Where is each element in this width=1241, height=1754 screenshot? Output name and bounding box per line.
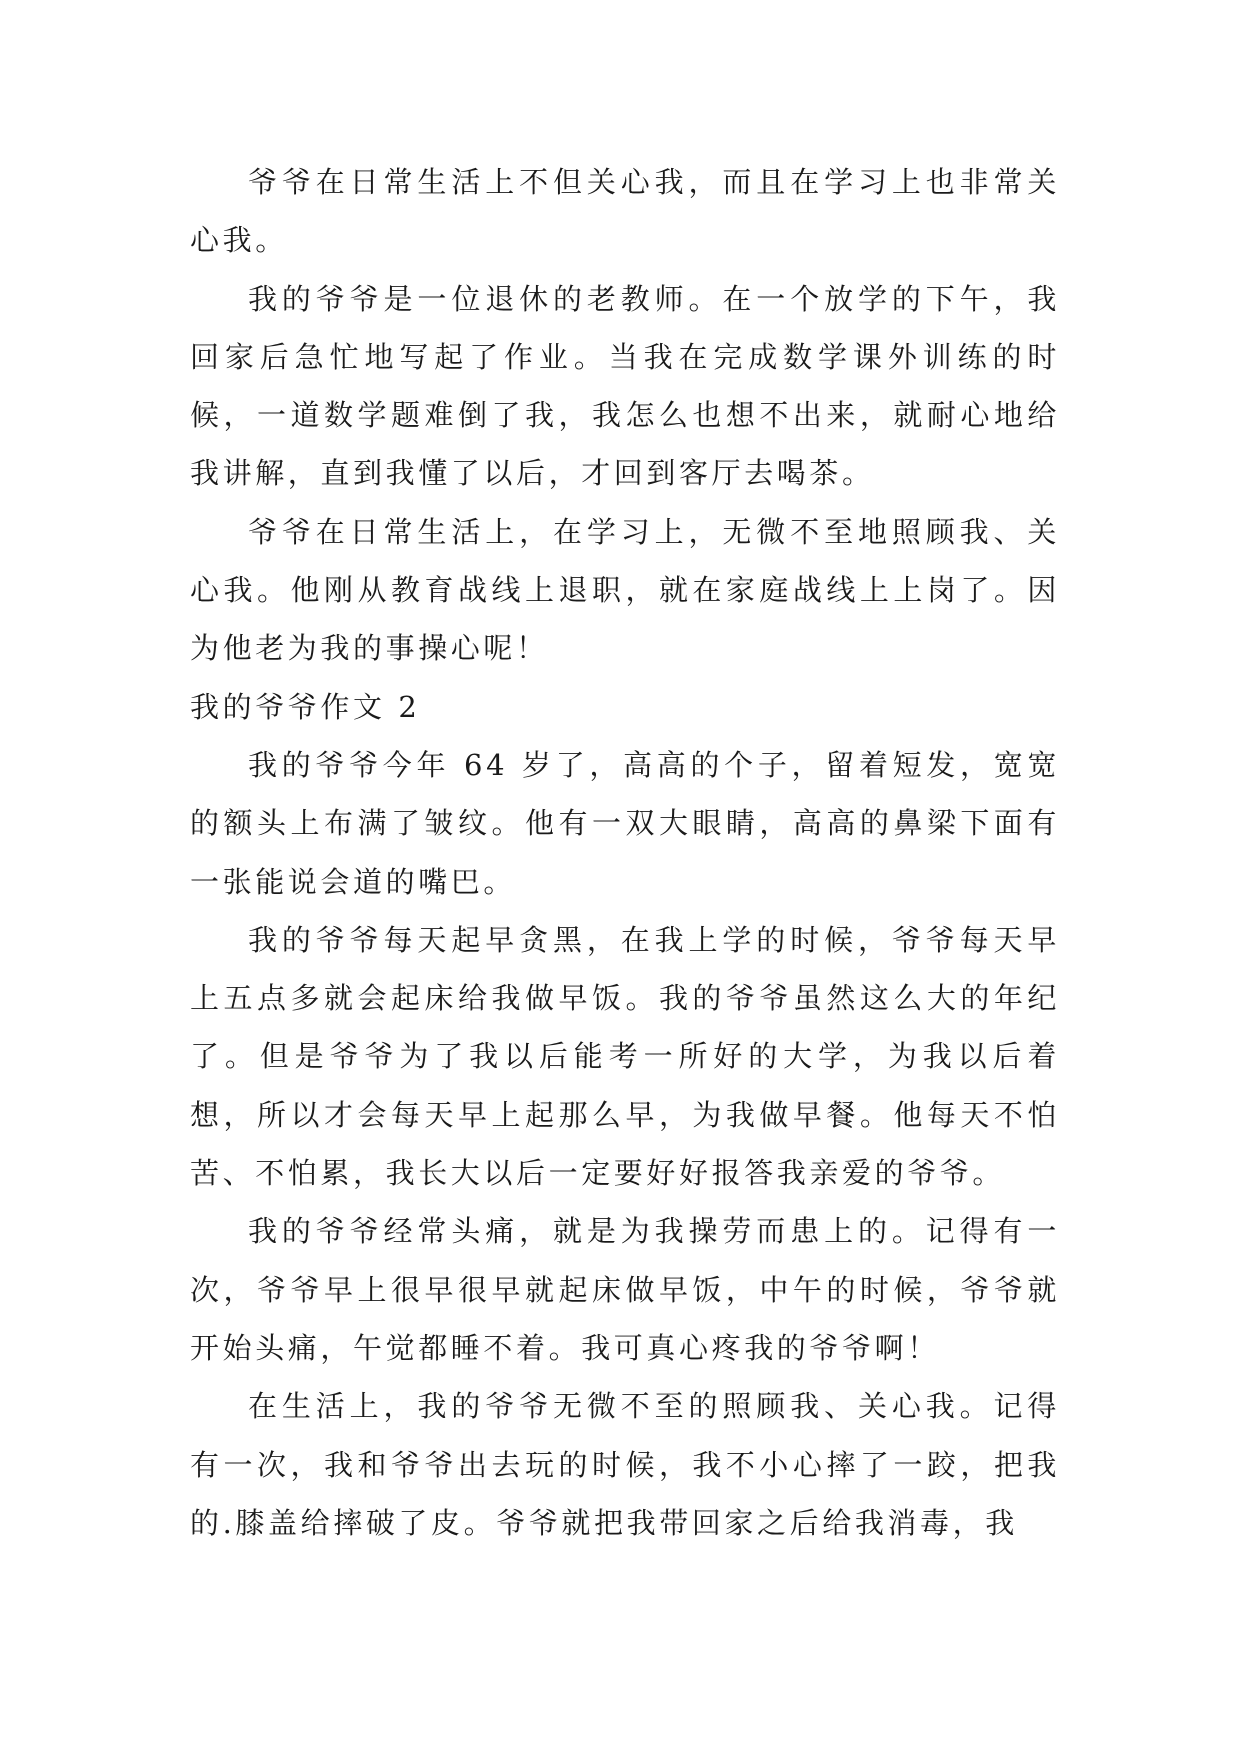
section-heading: 我的爷爷作文 2: [190, 689, 421, 724]
paragraph: 我的爷爷每天起早贪黑，在我上学的时候，爷爷每天早上五点多就会起床给我做早饭。我的爷爷虽然这么大的年纪了。但是爷爷为了我以后能考一所好的大学，为我以后着想，所以才会每天早上起那么早，为我做早餐。他每天不怕苦、不怕累，我长大以后一定要好好报答我亲爱的爷爷。: [190, 922, 1060, 1191]
paragraph: 我的爷爷今年 64 岁了，高高的个子，留着短发，宽宽的额头上布满了皱纹。他有一双大眼睛，高高的鼻梁下面有一张能说会道的嘴巴。: [190, 747, 1060, 899]
paragraph: 爷爷在日常生活上不但关心我，而且在学习上也非常关心我。: [190, 165, 1060, 258]
paragraph: 在生活上，我的爷爷无微不至的照顾我、关心我。记得有一次，我和爷爷出去玩的时候，我不小心摔了一跤，把我的.膝盖给摔破了皮。爷爷就把我带回家之后给我消毒，我: [190, 1389, 1060, 1540]
document-body: [190, 153, 1060, 1552]
paragraph: 我的爷爷是一位退休的老教师。在一个放学的下午，我回家后急忙地写起了作业。当我在完成数学课外训练的时候，一道数学题难倒了我，我怎么也想不出来，就耐心地给我讲解，直到我懂了以后，才回到客厅去喝茶。: [190, 281, 1060, 491]
paragraph: 爷爷在日常生活上，在学习上，无微不至地照顾我、关心我。他刚从教育战线上退职，就在家庭战线上上岗了。因为他老为我的事操心呢！: [190, 514, 1060, 666]
paragraph: 我的爷爷经常头痛，就是为我操劳而患上的。记得有一次，爷爷早上很早很早就起床做早饭，中午的时候，爷爷就开始头痛，午觉都睡不着。我可真心疼我的爷爷啊！: [190, 1214, 1060, 1365]
